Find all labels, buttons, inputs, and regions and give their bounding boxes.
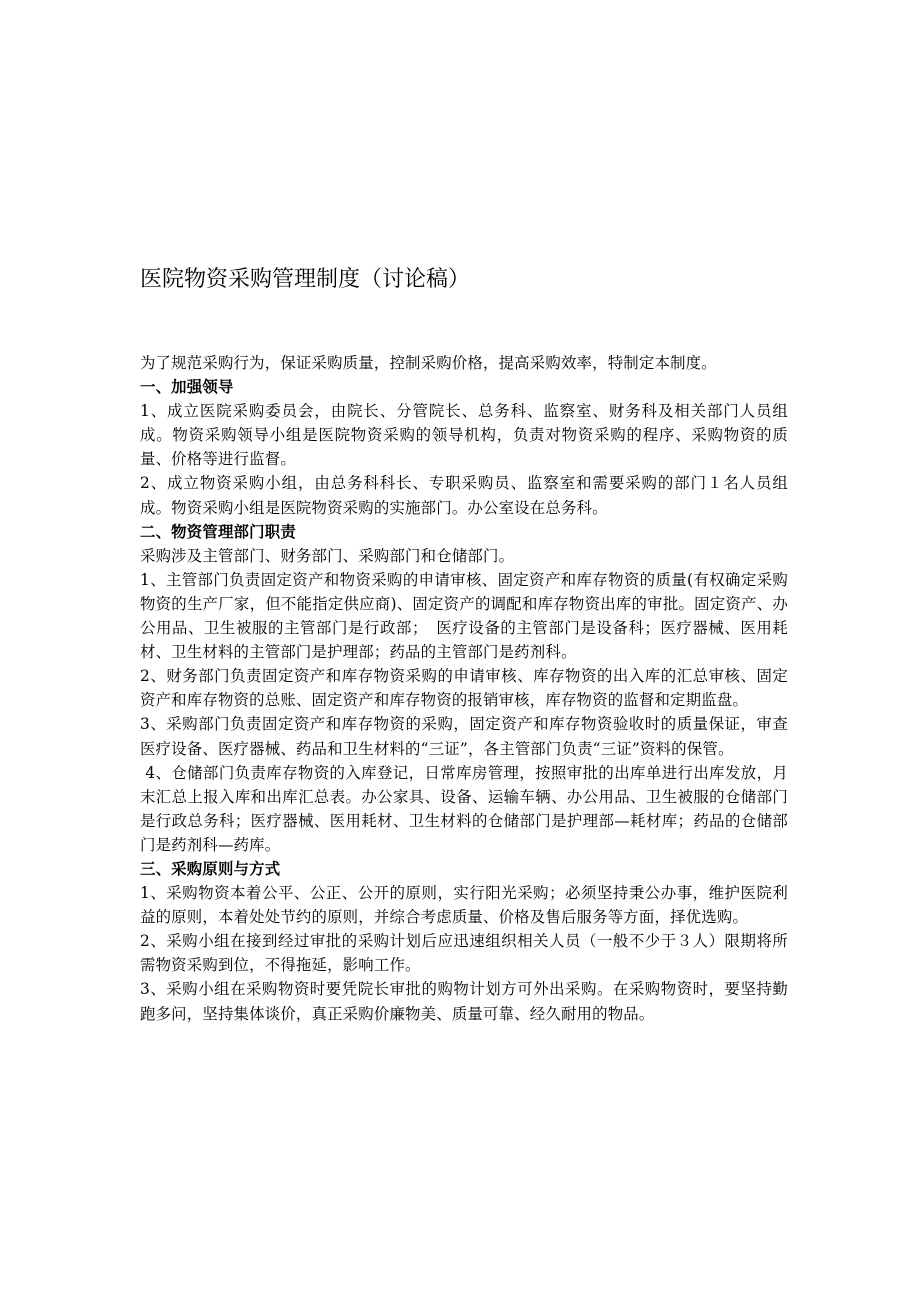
section-paragraph: 2、采购小组在接到经过审批的采购计划后应迅速组织相关人员（一般不少于３人）限期将所需物资采购到位，不得拖延，影响工作。: [140, 932, 788, 975]
section-heading: 二、物资管理部门职责: [140, 522, 296, 541]
section-leadership: [140, 375, 788, 520]
section-paragraph: 1、主管部门负责固定资产和物资采购的申请审核、固定资产和库存物资的质量(有权确定采购物资的生产厂家，但不能指定供应商)、固定资产的调配和库存物资出库的审批。固定资产、办公用品、卫生被服的主管部门是行政部； 医疗设备的主管部门是设备科；医疗器械、医用耗材、卫生材料的主管部门是护理部；药品的主管部门是药剂科。: [140, 570, 788, 662]
section-paragraph: 3、采购部门负责固定资产和库存物资的采购，固定资产和库存物资验收时的质量保证，审查医疗设备、医疗器械、药品和卫生材料的“三证”，各主管部门负责“三证”资料的保管。: [140, 715, 788, 758]
section-paragraph: 采购涉及主管部门、财务部门、采购部门和仓储部门。: [140, 546, 515, 565]
section-paragraph: 3、采购小组在采购物资时要凭院长审批的购物计划方可外出采购。在采购物资时，要坚持勤跑多问，坚持集体谈价，真正采购价廉物美、质量可靠、经久耐用的物品。: [140, 980, 788, 1023]
section-heading: 三、采购原则与方式: [140, 859, 281, 878]
section-paragraph: 2、成立物资采购小组，由总务科科长、专职采购员、监察室和需要采购的部门１名人员组成。物资采购小组是医院物资采购的实施部门。办公室设在总务科。: [140, 474, 788, 517]
section-paragraph: 4、仓储部门负责库存物资的入库登记，日常库房管理，按照审批的出库单进行出库发放，月末汇总上报入库和出库汇总表。办公家具、设备、运输车辆、办公用品、卫生被服的仓储部门是行政总务科；医疗器械、医用耗材、卫生材料的仓储部门是护理部—耗材库；药品的仓储部门是药剂科—药库。: [140, 763, 789, 854]
section-paragraph: 1、成立医院采购委员会，由院长、分管院长、总务科、监察室、财务科及相关部门人员组成。物资采购领导小组是医院物资采购的领导机构，负责对物资采购的程序、采购物资的质量、价格等进行监督。: [140, 402, 788, 469]
section-heading: 一、加强领导: [140, 378, 234, 397]
section-paragraph: 1、采购物资本着公平、公正、公开的原则，实行阳光采购；必须坚持秉公办事，维护医院利益的原则，本着处处节约的原则，并综合考虑质量、价格及售后服务等方面，择优选购。: [140, 884, 788, 927]
document-body: [140, 351, 788, 1026]
section-paragraph: 2、财务部门负责固定资产和库存物资采购的申请审核、库存物资的出入库的汇总审核、固定资产和库存物资的总账、固定资产和库存物资的报销审核，库存物资的监督和定期监盘。: [140, 667, 788, 710]
section-department-duties: [140, 520, 788, 857]
document-title: 医院物资采购管理制度（讨论稿）: [140, 267, 471, 292]
section-procurement-principles: [140, 857, 788, 1026]
intro-paragraph: 为了规范采购行为，保证采购质量，控制采购价格，提高采购效率，特制定本制度。: [140, 354, 717, 372]
